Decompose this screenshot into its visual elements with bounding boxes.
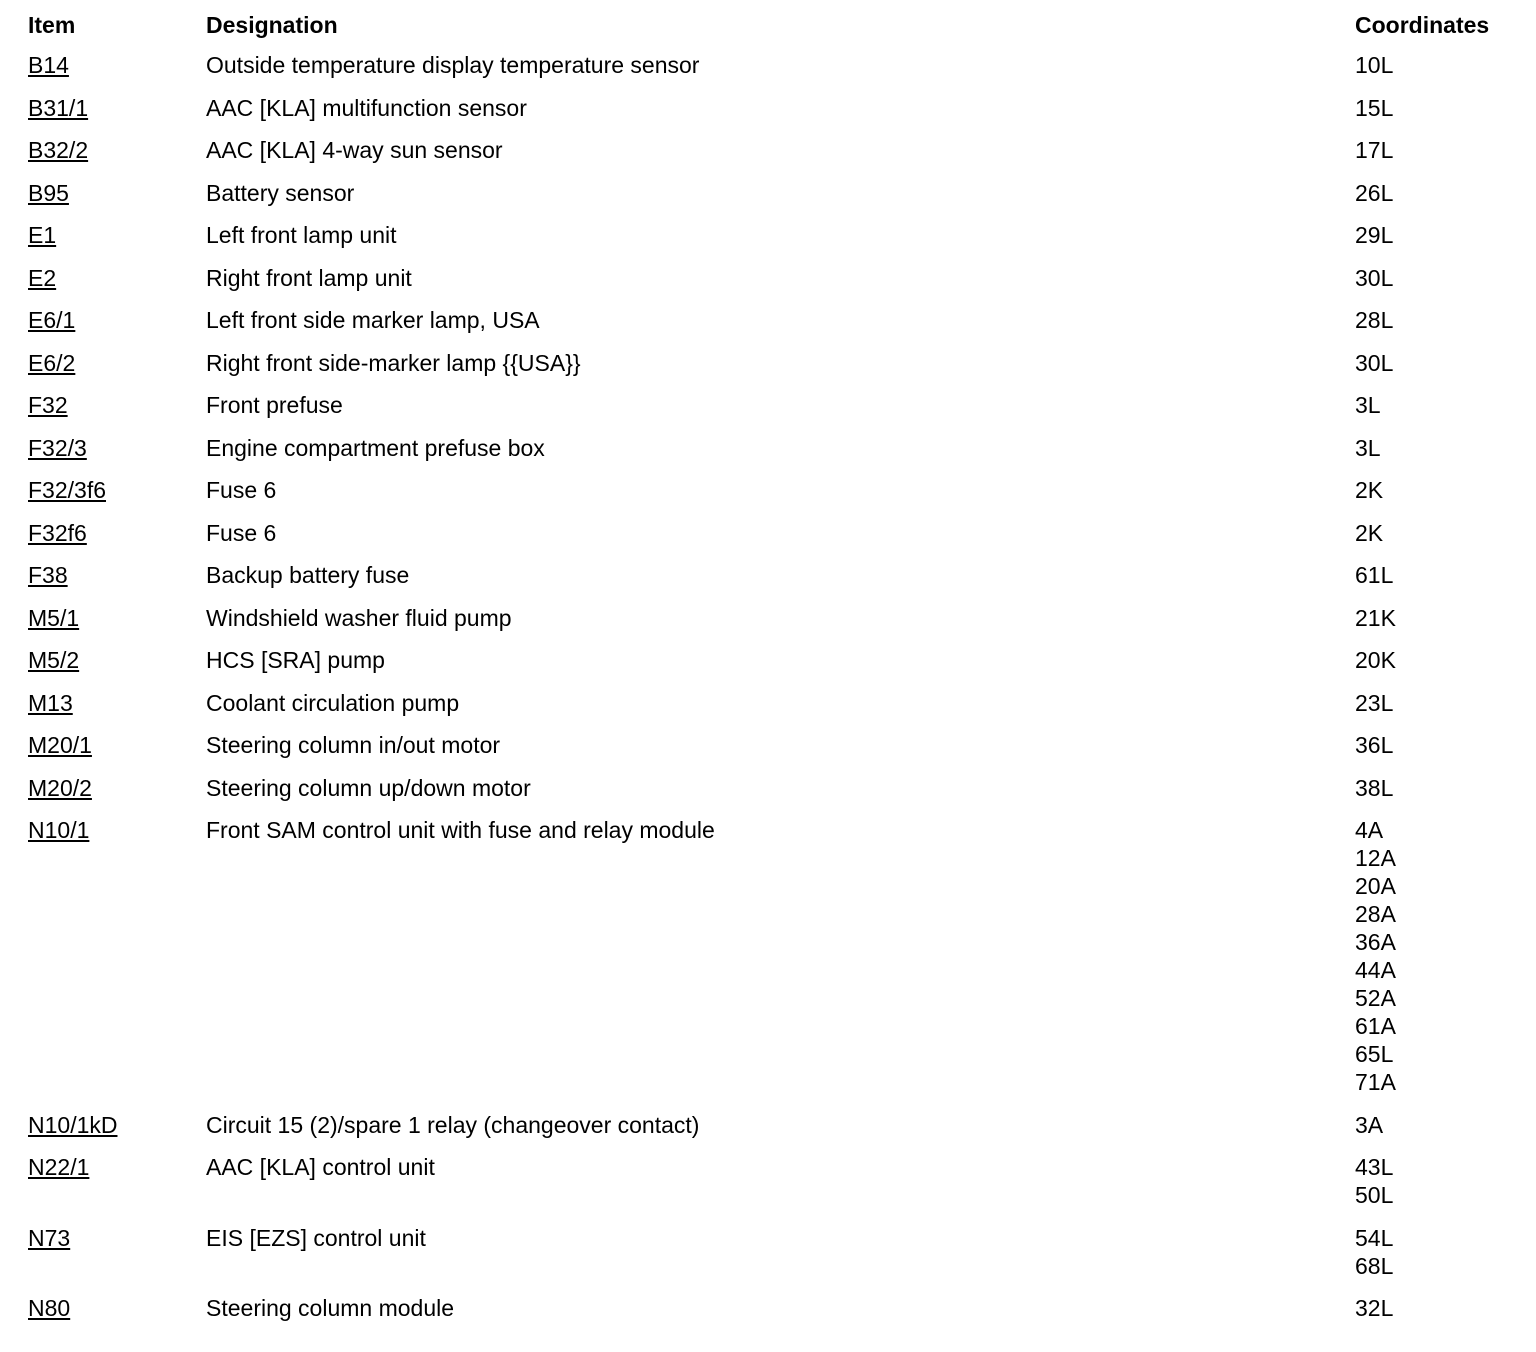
coordinate-value: 71A — [1355, 1069, 1396, 1095]
coordinates-cell — [1355, 1224, 1536, 1295]
designation-text: Circuit 15 (2)/spare 1 relay (changeover contact) — [206, 1111, 700, 1138]
item-link[interactable]: E6/2 — [28, 349, 76, 376]
coordinate-value: 21K — [1355, 604, 1396, 631]
designation-text: Fuse 6 — [206, 519, 277, 546]
coordinates-cell — [1355, 136, 1536, 179]
coordinates-cell — [1355, 179, 1536, 222]
item-link[interactable]: B32/2 — [28, 137, 89, 163]
coordinate-value: 28A — [1355, 901, 1396, 927]
coordinate-value: 12A — [1355, 845, 1396, 871]
coordinate-value: 65L — [1355, 1041, 1394, 1067]
coordinate-value: 17L — [1355, 137, 1394, 163]
item-link[interactable]: E2 — [28, 264, 57, 291]
table-row — [0, 1153, 1536, 1224]
coordinates-cell — [1355, 264, 1536, 307]
table-row — [0, 179, 1536, 222]
item-link[interactable]: M20/1 — [28, 732, 92, 758]
designation-text: HCS [SRA] pump — [206, 647, 385, 673]
coordinates-cell — [1355, 349, 1536, 392]
coordinates-cell — [1355, 51, 1536, 94]
item-link[interactable]: M13 — [28, 689, 73, 716]
designation-text: Windshield washer fluid pump — [206, 604, 512, 631]
table-row — [0, 476, 1536, 519]
coordinates-cell — [1355, 561, 1536, 604]
designation-text: AAC [KLA] control unit — [206, 1154, 435, 1180]
coordinate-value: 15L — [1355, 94, 1394, 121]
table-row — [0, 306, 1536, 349]
table-row — [0, 1111, 1536, 1154]
designation-text: Left front lamp unit — [206, 222, 397, 248]
table-row — [0, 221, 1536, 264]
designation-text: Outside temperature display temperature sensor — [206, 52, 700, 78]
coordinate-value: 2K — [1355, 477, 1384, 503]
item-link[interactable]: B95 — [28, 179, 69, 206]
coordinate-value: 4A — [1355, 817, 1384, 843]
table-row — [0, 264, 1536, 307]
coordinate-value: 36A — [1355, 929, 1396, 955]
item-link[interactable]: N80 — [28, 1295, 71, 1321]
table-row — [0, 731, 1536, 774]
coordinates-cell — [1355, 1294, 1536, 1337]
coordinate-value: 3L — [1355, 392, 1381, 418]
item-link[interactable]: F38 — [28, 562, 68, 588]
designation-text: Right front lamp unit — [206, 264, 412, 291]
coordinate-value: 43L — [1355, 1154, 1394, 1180]
item-link[interactable]: F32f6 — [28, 519, 87, 546]
coordinate-value: 61A — [1355, 1013, 1396, 1039]
coordinate-value: 10L — [1355, 52, 1394, 78]
coordinates-cell — [1355, 731, 1536, 774]
designation-text: Battery sensor — [206, 179, 355, 206]
coordinate-value: 26L — [1355, 179, 1394, 206]
coordinate-value: 68L — [1355, 1252, 1394, 1279]
table-row — [0, 604, 1536, 647]
table-row — [0, 1294, 1536, 1337]
coordinate-value: 44A — [1355, 957, 1396, 983]
coordinates-cell — [1355, 306, 1536, 349]
table-row — [0, 519, 1536, 562]
designation-text: Left front side marker lamp, USA — [206, 307, 540, 333]
header-coordinates: Coordinates — [1355, 12, 1490, 38]
table-row — [0, 51, 1536, 94]
coordinate-value: 29L — [1355, 222, 1394, 248]
table-row — [0, 349, 1536, 392]
item-link[interactable]: N10/1kD — [28, 1111, 118, 1138]
coordinates-cell — [1355, 519, 1536, 562]
coordinate-value: 20A — [1355, 873, 1396, 899]
table-row — [0, 816, 1536, 1111]
item-link[interactable]: F32/3f6 — [28, 477, 106, 503]
table-row — [0, 94, 1536, 137]
coordinates-cell — [1355, 1153, 1536, 1224]
coordinates-cell — [1355, 689, 1536, 732]
item-link[interactable]: N22/1 — [28, 1154, 90, 1180]
designation-text: Backup battery fuse — [206, 562, 410, 588]
coordinate-value: 52A — [1355, 985, 1396, 1011]
header-item: Item — [28, 12, 76, 38]
coordinate-value: 2K — [1355, 519, 1384, 546]
table-body — [0, 51, 1536, 1337]
table-header — [0, 10, 1536, 40]
table-row — [0, 1224, 1536, 1295]
item-link[interactable]: E1 — [28, 222, 57, 248]
designation-text: Steering column up/down motor — [206, 774, 531, 801]
item-link[interactable]: M5/1 — [28, 604, 80, 631]
coordinate-value: 61L — [1355, 562, 1394, 588]
header-designation: Designation — [206, 12, 338, 38]
coordinate-value: 32L — [1355, 1295, 1394, 1321]
coordinates-cell — [1355, 391, 1536, 434]
coordinates-cell — [1355, 604, 1536, 647]
table-row — [0, 689, 1536, 732]
coordinates-cell — [1355, 816, 1536, 1111]
coordinate-value: 20K — [1355, 647, 1396, 673]
coordinates-cell — [1355, 646, 1536, 689]
table-row — [0, 391, 1536, 434]
designation-text: Coolant circulation pump — [206, 689, 460, 716]
item-link[interactable]: F32 — [28, 392, 68, 418]
designation-text: AAC [KLA] 4-way sun sensor — [206, 137, 503, 163]
coordinates-cell — [1355, 94, 1536, 137]
designation-text: Front SAM control unit with fuse and relay module — [206, 817, 715, 843]
item-link[interactable]: B14 — [28, 52, 69, 78]
coordinate-value: 50L — [1355, 1182, 1394, 1208]
coordinate-value: 3L — [1355, 434, 1381, 461]
designation-text: Engine compartment prefuse box — [206, 434, 545, 461]
table-row — [0, 774, 1536, 817]
coordinates-cell — [1355, 1111, 1536, 1154]
designation-text: Right front side-marker lamp {{USA}} — [206, 349, 581, 376]
table-row — [0, 646, 1536, 689]
coordinates-cell — [1355, 221, 1536, 264]
coordinates-cell — [1355, 476, 1536, 519]
item-link[interactable]: N73 — [28, 1224, 71, 1251]
item-link[interactable]: F32/3 — [28, 434, 87, 461]
coordinates-cell — [1355, 434, 1536, 477]
table-row — [0, 434, 1536, 477]
coordinate-value: 3A — [1355, 1111, 1384, 1138]
item-link[interactable]: B31/1 — [28, 94, 89, 121]
coordinate-value: 38L — [1355, 774, 1394, 801]
coordinate-value: 36L — [1355, 732, 1394, 758]
designation-text: Front prefuse — [206, 392, 343, 418]
coordinate-value: 28L — [1355, 307, 1394, 333]
designation-text: EIS [EZS] control unit — [206, 1224, 426, 1251]
item-link[interactable]: N10/1 — [28, 817, 90, 843]
coordinate-value: 54L — [1355, 1224, 1394, 1251]
item-link[interactable]: M5/2 — [28, 647, 80, 673]
coordinate-value: 30L — [1355, 264, 1394, 291]
coordinates-cell — [1355, 774, 1536, 817]
designation-text: AAC [KLA] multifunction sensor — [206, 94, 527, 121]
coordinate-value: 30L — [1355, 349, 1394, 376]
designation-text: Steering column in/out motor — [206, 732, 501, 758]
table-row — [0, 136, 1536, 179]
designation-text: Steering column module — [206, 1295, 455, 1321]
item-link[interactable]: M20/2 — [28, 774, 92, 801]
table-row — [0, 561, 1536, 604]
designation-text: Fuse 6 — [206, 477, 277, 503]
item-link[interactable]: E6/1 — [28, 307, 76, 333]
coordinate-value: 23L — [1355, 689, 1394, 716]
